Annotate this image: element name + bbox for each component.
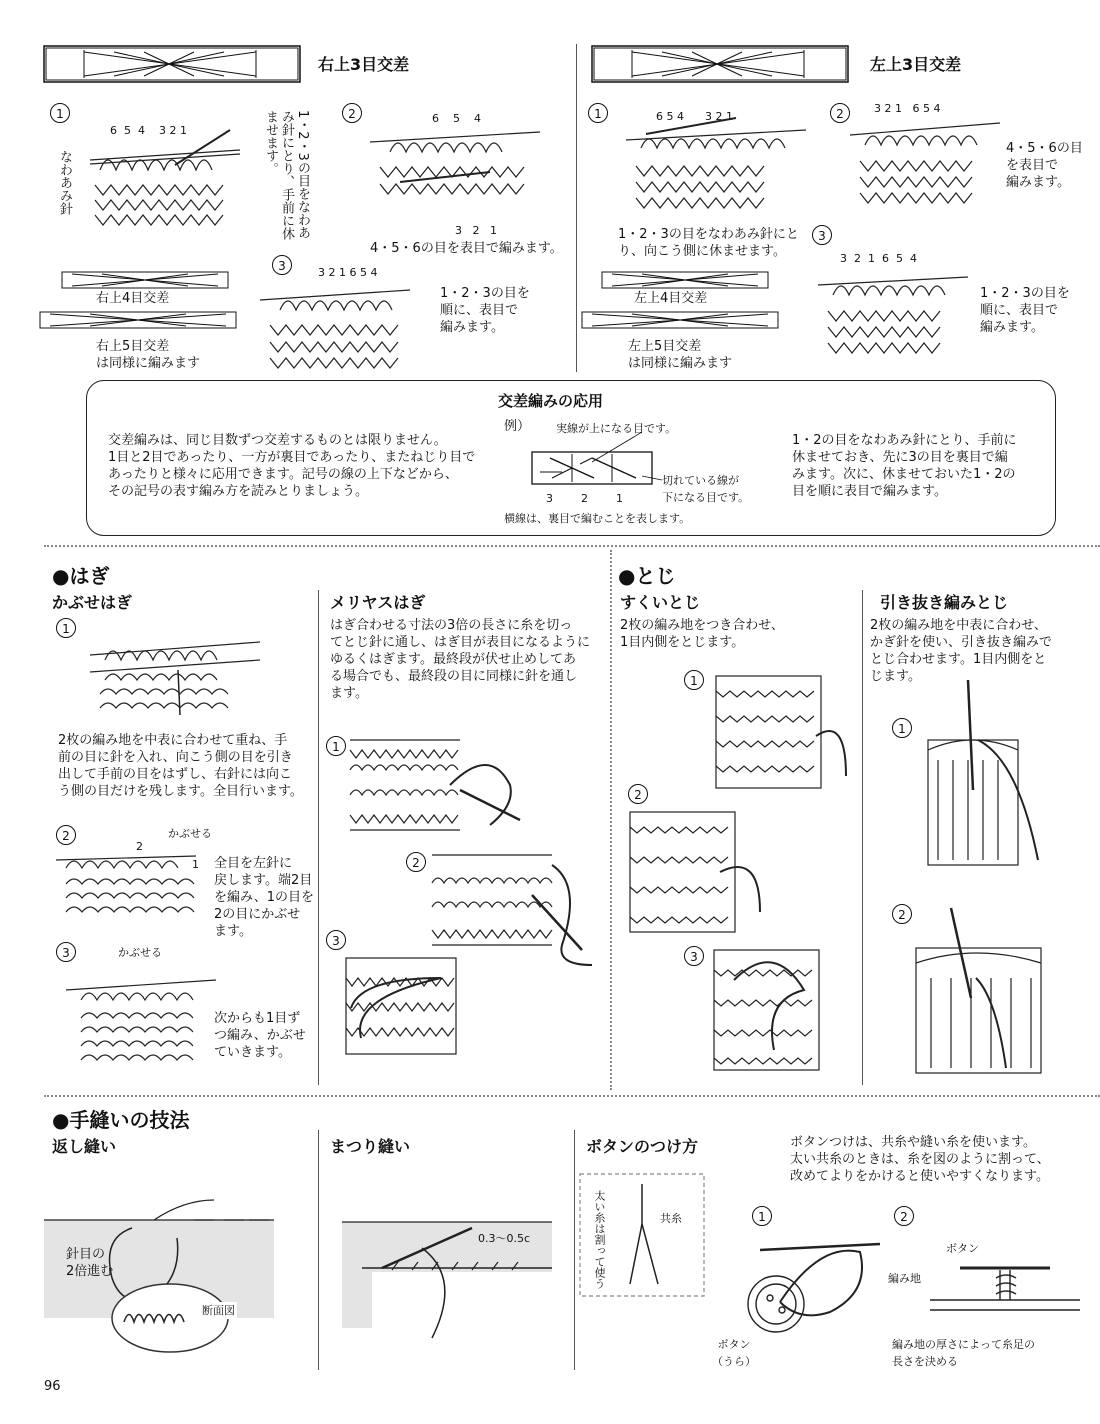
cross-section-label: 断面図	[202, 1304, 235, 1317]
left-5-cross-label: 左上5目交差 は同様に編みます	[628, 339, 733, 371]
step3-text: 1・2・3の目を 順に、表目で 編みます。	[440, 286, 530, 335]
sukui-illustration-2	[630, 812, 770, 937]
hikinuki-text: 2枚の編み地を中表に合わせ、 かぎ針を使い、引き抜き編みで とじ合わせます。1目内側をと じます。	[870, 618, 1053, 684]
step2-text: 4・5・6の目を表目で編みます。	[370, 241, 563, 256]
step-2-mark: 2	[342, 103, 362, 123]
cable-needle-label: なわあみ針	[57, 150, 72, 215]
step1r-text: 1・2・3の目をなわあみ針にと り、向こう側に休ませます。	[618, 227, 799, 259]
meriyasu-title: メリヤスはぎ	[330, 593, 426, 612]
kaeshi-title: 返し縫い	[52, 1137, 117, 1156]
cable-symbol-left-3	[592, 46, 848, 82]
step-2-mark-r: 2	[830, 103, 850, 123]
step-3-mark-r: 3	[812, 225, 832, 245]
sukui-step-1: 1	[684, 670, 704, 690]
apply-left-text: 交差編みは、同じ目数ずつ交差するものとは限りません。 1目と2目であったり、一方が裏目であったり、またねじり目で あったりと様々に応用できます。記号の線の上下などから、 その記号の表す編み方を読みとりましょう。	[108, 433, 476, 499]
title-right-3-cross: 右上3目交差	[318, 55, 410, 74]
hagi-title: ●はぎ	[52, 564, 110, 588]
hikinuki-illustration-1	[918, 680, 1048, 870]
sukui-text: 2枚の編み地をつき合わせ、 1目内側をとじます。	[620, 618, 784, 650]
step2r-numbers: 3 2 1 6 5 4	[874, 102, 941, 115]
toji-divider	[862, 590, 863, 1085]
title-left-3-cross: 左上3目交差	[870, 55, 962, 74]
button-label: ボタン	[946, 1242, 979, 1255]
knitting-illustration-1r	[626, 118, 806, 218]
hikinuki-step-2: 2	[892, 904, 912, 924]
hagi-divider	[318, 590, 319, 1085]
kabuse-illustration-2	[56, 848, 196, 918]
knitting-illustration-1	[80, 130, 250, 230]
thickness-note: 編み地の厚さによって糸足の 長さを決める	[892, 1338, 1035, 1368]
knitting-illustration-2	[370, 122, 540, 212]
step1-text: 1・2・3の目をなわあみ針にとり、手前に休ませます。	[263, 110, 310, 240]
solid-line-note: 実線が上になる目です。	[556, 422, 677, 435]
meriyasu-illustration-2	[432, 855, 612, 955]
separator-1	[44, 545, 1100, 547]
sukui-illustration-3	[714, 950, 854, 1075]
button-title: ボタンのつけ方	[586, 1137, 699, 1156]
hikinuki-step-1: 1	[892, 718, 912, 738]
kabuse-text-1: 2枚の編み地を中表に合わせて重ね、手 前の目に針を入れ、向こう側の目を引き 出して手前の目をはずし、右針には向こ う側の目だけを残します。全目行います。	[58, 733, 303, 799]
apply-symbol	[532, 452, 652, 484]
toji-title: ●とじ	[618, 564, 676, 588]
kabuse-step-2: 2	[56, 825, 76, 845]
step2r-text: 4・5・6の目 を表目で 編みます。	[1006, 141, 1083, 190]
step2-bottom-numbers: 3 2 1	[455, 224, 497, 237]
apply-right-text: 1・2の目をなわあみ針にとり、手前に 休ませておき、先に3の目を裏目で編 みます。次に、休ませておいた1・2の 目を順に表目で編みます。	[792, 433, 1017, 499]
tenui-divider-1	[318, 1130, 319, 1370]
button-text: ボタンつけは、共糸や縫い糸を使います。 太い共糸のときは、糸を図のように割って、 改めてよりをかけると使いやすくなります。	[790, 1135, 1050, 1184]
kabuse-text-2: 全目を左針に 戻します。端2目 を編み、1の目を 2の目にかぶせ ます。	[214, 856, 315, 939]
tenui-divider-2	[574, 1130, 575, 1370]
meriyasu-illustration-1	[350, 740, 530, 835]
kabuse-step-3: 3	[56, 942, 76, 962]
cable-symbol-right-5	[40, 312, 236, 328]
hikinuki-title: 引き抜き編みとじ	[880, 593, 1009, 612]
kabuse-illustration-1	[90, 630, 260, 720]
cable-symbol-right-3	[44, 46, 300, 82]
left-4-cross-label: 左上4目交差	[634, 291, 708, 306]
cable-symbol-left-5	[582, 312, 778, 328]
kabuse-illustration-3	[66, 970, 216, 1065]
step-1-mark: 1	[50, 103, 70, 123]
meriyasu-text: はぎ合わせる寸法の3倍の長さに糸を切っ てとじ針に通し、はぎ目が表目になるように ゆるくはぎます。最終段が伏せ止めしてあ る場合でも、最終段の目に同様に針を通し ます。	[330, 618, 591, 701]
hikinuki-illustration-2	[916, 908, 1046, 1078]
step-3-mark: 3	[272, 255, 292, 275]
separator-2	[44, 1095, 1100, 1097]
kabuse-step2-num-2: 2	[136, 840, 143, 853]
sukui-title: すくいとじ	[620, 593, 701, 612]
meriyasu-step-3: 3	[326, 930, 346, 950]
sukui-step-2: 2	[628, 784, 648, 804]
button-illustration-2	[920, 1260, 1080, 1320]
yarn-label: 共糸	[660, 1212, 682, 1225]
kabuse-step3-label: かぶせる	[118, 946, 162, 959]
step3-numbers: 3 2 1 6 5 4	[318, 266, 378, 279]
step1r-numbers: 6 5 4 3 2 1	[656, 110, 733, 123]
kaeshi-illustration	[44, 1198, 284, 1368]
matsuri-illustration	[342, 1208, 554, 1338]
right-4-cross-label: 右上4目交差	[96, 291, 170, 306]
kabuse-title: かぶせはぎ	[52, 593, 133, 612]
matsuri-title: まつり縫い	[330, 1137, 411, 1156]
top-divider	[576, 44, 577, 372]
button-step-1: 1	[752, 1206, 772, 1226]
meriyasu-illustration-3	[346, 958, 466, 1058]
kaeshi-label: 針目の 2倍進む	[66, 1247, 114, 1279]
horizontal-line-note: 横線は、裏目で編むことを表します。	[504, 512, 691, 525]
apply-title: 交差編みの応用	[498, 392, 604, 410]
kabuse-step-1: 1	[56, 618, 76, 638]
tenui-title: ●手縫いの技法	[52, 1108, 190, 1132]
sukui-illustration-1	[716, 676, 856, 791]
apply-numbers: 3 2 1	[546, 492, 623, 505]
kabuse-text-3: 次からも1目ず つ編み、かぶせ ていきます。	[214, 1011, 306, 1060]
sukui-step-3: 3	[684, 946, 704, 966]
separator-v-mid	[610, 550, 612, 1090]
cable-symbol-right-4	[62, 272, 228, 288]
meriyasu-step-1: 1	[326, 736, 346, 756]
knitting-illustration-2r	[850, 115, 1000, 210]
meriyasu-step-2: 2	[406, 852, 426, 872]
step2-top-numbers: 6 5 4	[432, 112, 481, 125]
step3r-text: 1・2・3の目を 順に、表目で 編みます。	[980, 286, 1070, 335]
knitting-illustration-3	[260, 280, 410, 370]
button-illustration-1	[740, 1238, 880, 1348]
yarn-split-note: 太い糸は割って使う	[593, 1190, 606, 1289]
step1-stitch-numbers: 6 5 4 3 2 1	[110, 124, 187, 137]
button-step-2: 2	[894, 1206, 914, 1226]
matsuri-measure: 0.3〜0.5c	[478, 1232, 531, 1245]
broken-line-note: 切れている線が 下になる目です。	[662, 474, 750, 504]
button-back-label: ボタン （うら）	[712, 1338, 756, 1368]
step3r-numbers: 3 2 1 6 5 4	[840, 252, 917, 265]
kabuse-step2-label: かぶせる	[168, 827, 212, 840]
kabuse-step2-num-1: 1	[192, 858, 199, 871]
knitting-illustration-3r	[818, 265, 968, 365]
example-label: 例）	[504, 419, 531, 434]
cable-symbol-left-4	[602, 272, 768, 288]
fabric-label: 編み地	[888, 1272, 921, 1285]
page-number: 96	[44, 1379, 61, 1394]
step-1-mark-r: 1	[588, 103, 608, 123]
right-5-cross-label: 右上5目交差 は同様に編みます	[96, 339, 201, 371]
